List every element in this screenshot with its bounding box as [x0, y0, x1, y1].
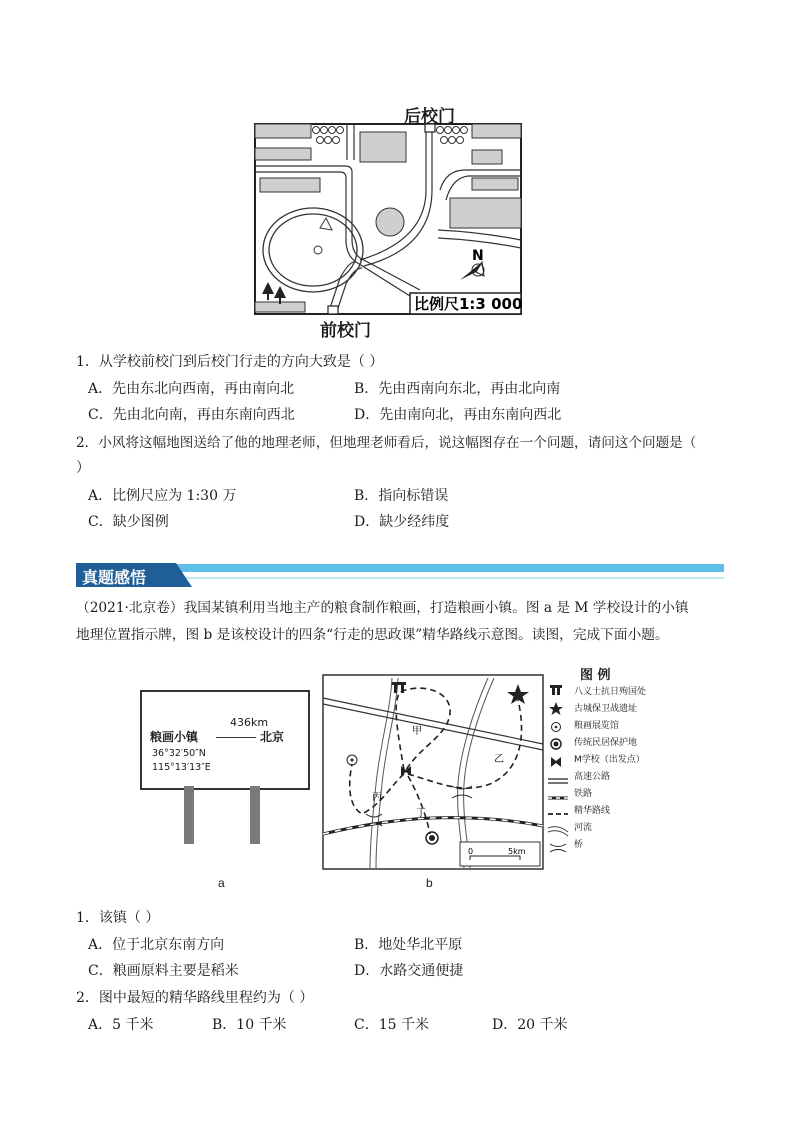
- figure-b-map: [322, 674, 544, 870]
- label-ding: 丁: [416, 808, 426, 819]
- p1-q2-stem-line1: 2．小风将这幅地图送给了他的地理老师，但地理老师看后，说这幅图存在一个问题，请问这个问题是（: [76, 435, 697, 451]
- sign-town: 粮画小镇: [150, 730, 199, 744]
- p2-q1-stem: 1．该镇（ ）: [76, 910, 160, 926]
- legend-item-bridge: 桥: [574, 840, 584, 850]
- p2-q2-option-d[interactable]: D．20 千米: [492, 1017, 568, 1033]
- p1-q1-option-c[interactable]: C．先由北向南，再由东南向西北: [88, 407, 295, 423]
- route-map-figure: [322, 674, 544, 870]
- legend-school-icon: [551, 757, 561, 767]
- p1-q1-option-d[interactable]: D．先由南向北，再由东南向西北: [354, 407, 562, 423]
- legend-highway-icon: [548, 779, 568, 783]
- sign-city: 北京: [260, 730, 285, 744]
- legend-bridge-icon: [550, 844, 566, 852]
- back-gate-label: 后校门: [404, 107, 455, 127]
- legend: [546, 662, 656, 852]
- legend-item-martyrs: 八义士抗日殉国处: [574, 687, 647, 697]
- legend-river-icon: [548, 827, 568, 836]
- legend-exhibition-icon: [552, 723, 561, 732]
- campus-map: [250, 100, 540, 340]
- section-title: 真题感悟: [82, 568, 147, 587]
- legend-item-railway: 铁路: [574, 789, 593, 799]
- campus-map-figure: [250, 100, 540, 340]
- scale-label: 比例尺1:3 000: [414, 295, 523, 313]
- p1-q1-option-b[interactable]: B．先由西南向东北，再由北向南: [354, 381, 561, 397]
- legend-item-folk-house: 传统民居保护地: [574, 738, 638, 748]
- p2-q2-option-b[interactable]: B．10 千米: [212, 1017, 287, 1033]
- legend-battle-icon: [549, 702, 563, 715]
- p1-q2-option-a[interactable]: A．比例尺应为 1:30 万: [88, 488, 237, 504]
- p2-q2-option-c[interactable]: C．15 千米: [354, 1017, 429, 1033]
- sign-post-left: [184, 786, 194, 844]
- p2-q1-option-d[interactable]: D．水路交通便捷: [354, 963, 464, 979]
- p1-q1-option-a[interactable]: A．先由东北向西南，再由南向北: [88, 381, 295, 397]
- sign-lon: 115°13′13″E: [152, 762, 211, 773]
- intro-line1: （2021·北京卷）我国某镇利用当地主产的粮食制作粮画，打造粮画小镇。图 a 是 M 学校设计的小镇: [76, 600, 689, 616]
- legend-title: 图 例: [580, 668, 611, 683]
- legend-symbols: [546, 684, 570, 854]
- scale-5km: 5km: [508, 847, 526, 856]
- figure-a-sign: [140, 690, 310, 850]
- north-label: N: [472, 248, 484, 264]
- p1-q2-option-d[interactable]: D．缺少经纬度: [354, 514, 450, 530]
- sign-distance: 436km: [230, 716, 269, 729]
- legend-item-exhibition: 粮画展览馆: [574, 721, 620, 731]
- intro-line2: 地理位置指示牌，图 b 是该校设计的四条“行走的思政课”精华路线示意图。读图，完成下面小题。: [76, 627, 669, 643]
- p2-q2-stem: 2．图中最短的精华路线里程约为（ ）: [76, 990, 314, 1006]
- legend-item-battle: 古城保卫战遗址: [574, 704, 638, 714]
- label-yi: 乙: [494, 754, 504, 765]
- legend-item-river: 河流: [574, 823, 593, 833]
- sign-post-right: [250, 786, 260, 844]
- figure-a-caption: a: [218, 876, 225, 890]
- p2-q1-option-c[interactable]: C．粮画原料主要是稻米: [88, 963, 239, 979]
- p1-q2-option-b[interactable]: B．指向标错误: [354, 488, 449, 504]
- legend-item-highway: 高速公路: [574, 772, 611, 782]
- label-bing: 丙: [372, 792, 382, 803]
- section-header: [76, 563, 724, 587]
- p2-q2-option-a[interactable]: A．5 千米: [88, 1017, 154, 1033]
- front-gate-label: 前校门: [320, 321, 371, 341]
- legend-item-school: M学校（出发点）: [574, 755, 645, 765]
- scale-0: 0: [468, 847, 474, 856]
- p1-q1-stem: 1．从学校前校门到后校门行走的方向大致是（ ）: [76, 354, 384, 370]
- legend-item-route: 精华路线: [574, 806, 611, 816]
- label-jia: 甲: [412, 726, 422, 737]
- p2-q1-option-b[interactable]: B．地处华北平原: [354, 937, 463, 953]
- figure-b-caption: b: [426, 876, 433, 890]
- legend-folk-house-icon: [551, 739, 561, 749]
- sign-line: [216, 737, 256, 738]
- sign-lat: 36°32′50″N: [152, 748, 206, 759]
- p1-q2-stem-line2: ）: [76, 460, 90, 476]
- p1-q2-option-c[interactable]: C．缺少图例: [88, 514, 169, 530]
- p2-q1-option-a[interactable]: A．位于北京东南方向: [88, 937, 225, 953]
- legend-martyrs-icon: [550, 685, 562, 695]
